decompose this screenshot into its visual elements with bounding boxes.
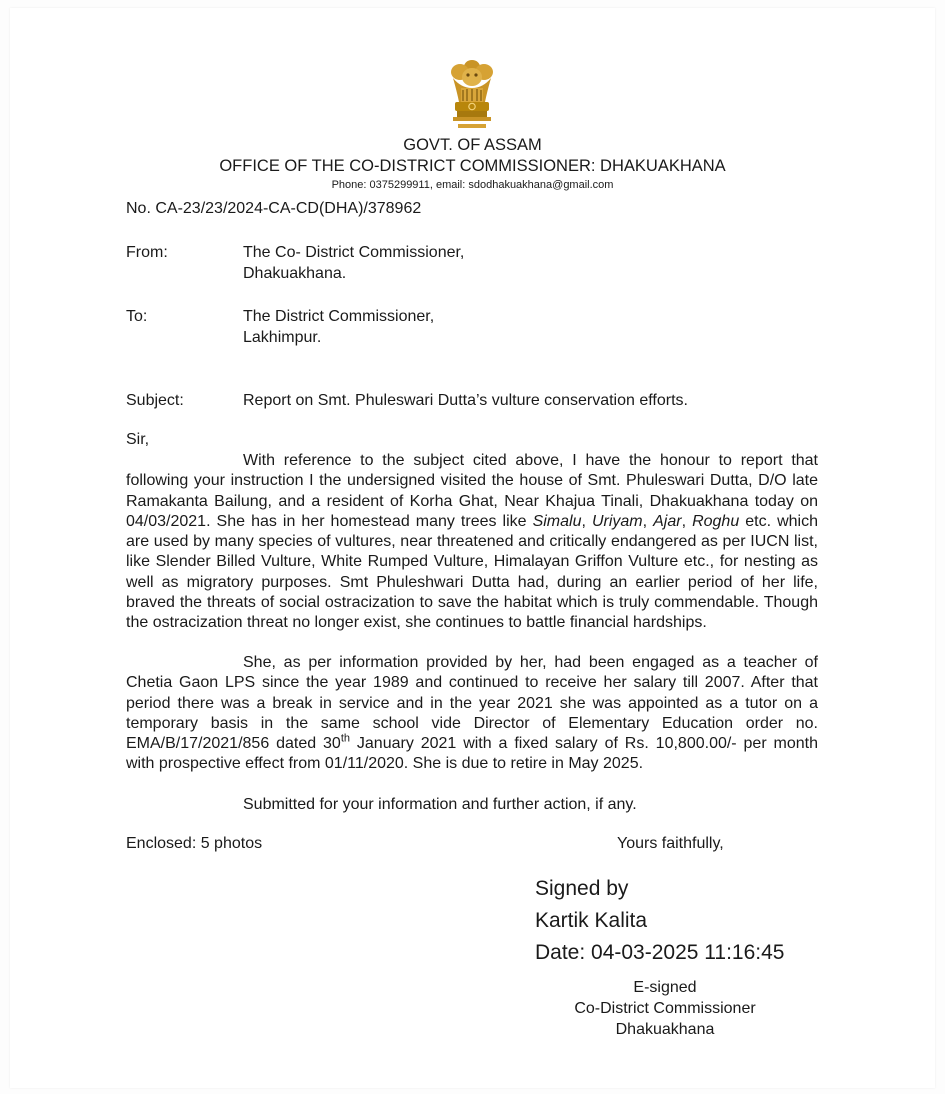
reference-number: No. CA-23/23/2024-CA-CD(DHA)/378962: [126, 200, 422, 217]
signer-name: Kartik Kalita: [535, 909, 648, 932]
from-line-1: The Co- District Commissioner,: [243, 244, 465, 261]
office-heading: OFFICE OF THE CO-DISTRICT COMMISSIONER: DHAKUAKHANA: [219, 157, 726, 175]
to-line-1: The District Commissioner,: [243, 308, 435, 325]
signed-by: Signed by: [535, 877, 629, 900]
tree-name: Uriyam: [591, 512, 643, 530]
closing: Yours faithfully,: [617, 835, 724, 852]
contact-line: Phone: 0375299911, email: sdodhakuakhana@gmail.com: [331, 179, 614, 191]
submission-line: Submitted for your information and further action, if any.: [243, 796, 637, 813]
esigned-label: E-signed: [633, 979, 697, 996]
salutation: Sir,: [126, 431, 150, 448]
enclosure-note: Enclosed: 5 photos: [126, 835, 263, 852]
national-emblem-icon: [443, 58, 501, 136]
tree-name: Roghu: [692, 512, 740, 530]
signature-date: Date: 04-03-2025 11:16:45: [535, 941, 785, 964]
signer-designation: Co-District Commissioner: [574, 1000, 756, 1017]
to-line-2: Lakhimpur.: [243, 329, 322, 346]
paragraph-1: With reference to the subject cited above, I have the honour to report that following your instruction I the undersigned visited the house of Smt. Phuleswari Dutta, D/O late Ramakanta Bailung, and a resident of Korha Ghat, Near Khajua Tinali, Dhakuakhana today on 04/03/2021. She has in her homestead many trees like Simalu, Uriyam, Ajar, Roghu etc. which are used by many species of vultures, near threatened and critically endangered as per IUCN list, like Slender Billed Vulture, White Rumped Vulture, Himalayan Griffon Vulture etc., for nesting as well as migratory purposes. Smt Phuleshwari Dutta had, during an earlier period of her life, braved the threats of social ostracization to save the habitat which is truly commendable. Though the ostracization threat no longer exist, she continues to battle financial hardships.: [126, 452, 818, 632]
from-label: From:: [126, 244, 168, 261]
tree-name: Ajar: [653, 512, 682, 530]
from-line-2: Dhakuakhana.: [243, 265, 347, 282]
signer-place: Dhakuakhana: [615, 1021, 715, 1038]
govt-heading: GOVT. OF ASSAM: [403, 136, 542, 154]
subject-text: Report on Smt. Phuleswari Dutta’s vulture conservation efforts.: [243, 392, 688, 409]
tree-name: Simalu: [532, 512, 582, 530]
to-label: To:: [126, 308, 148, 325]
subject-label: Subject:: [126, 392, 184, 409]
paragraph-2: She, as per information provided by her, had been engaged as a teacher of Chetia Gaon LPS since the year 1989 and continued to receive her salary till 2007. After that period there was a break in service and in the year 2021 she was appointed as a tutor on a temporary basis in the same school vide Director of Elementary Education order no. EMA/B/17/2021/856 dated 30th January 2021 with a fixed salary of Rs. 10,800.00/- per month with prospective effect from 01/11/2020. She is due to retire in May 2025.: [126, 654, 819, 773]
